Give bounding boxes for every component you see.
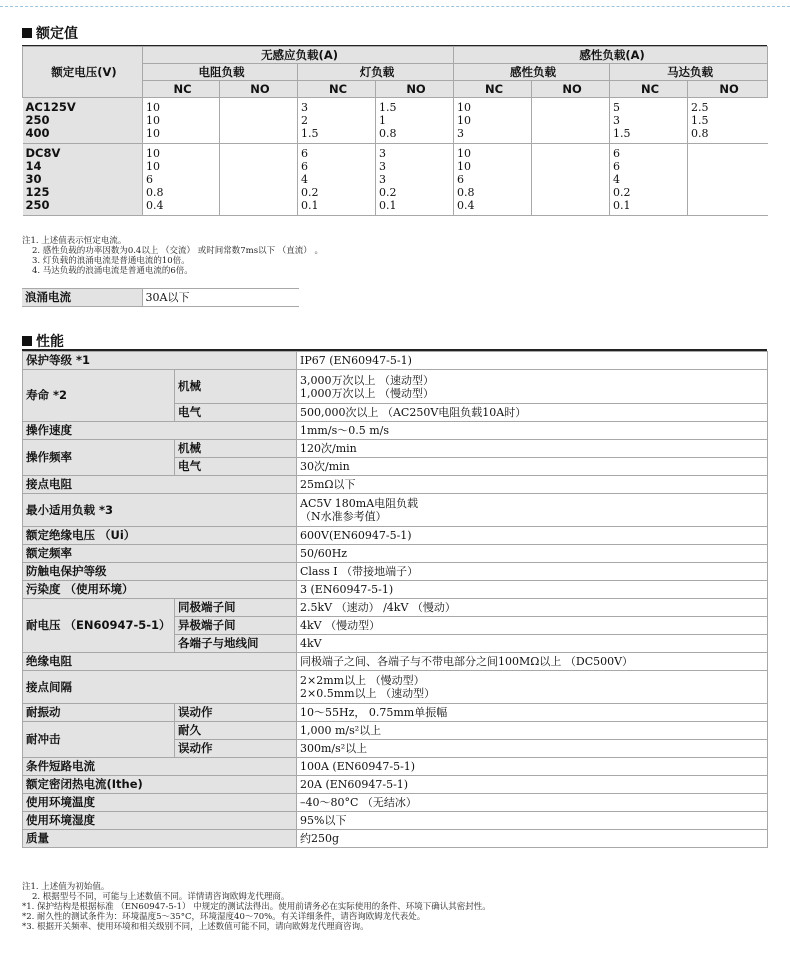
impact-mal-label: 误动作 [175, 740, 297, 758]
speed-label: 操作速度 [23, 422, 297, 440]
protection-value: IP67 (EN60947-5-1) [297, 352, 768, 370]
rated-voltage-cell: 400 [23, 127, 143, 144]
ins-volt-value: 600V(EN60947-5-1) [297, 527, 768, 545]
rated-row [23, 144, 768, 161]
rated-value-cell [220, 160, 298, 173]
rated-row [23, 127, 768, 144]
ws-diff-label: 异极端子间 [175, 617, 297, 635]
rated-value-cell: 3 [454, 127, 532, 144]
rated-value-cell [532, 98, 610, 115]
rated-row [23, 114, 768, 127]
rated-value-cell [220, 199, 298, 216]
vib-label: 耐振动 [23, 704, 175, 722]
rated-value-cell [688, 199, 768, 216]
rated-value-cell: 1.5 [376, 98, 454, 115]
header-nc: NC [610, 81, 688, 98]
square-bullet-icon [22, 336, 32, 346]
freq-mech-value: 120次/min [297, 440, 768, 458]
rated-value-cell [220, 127, 298, 144]
rated-value-cell [220, 98, 298, 115]
rated-value-cell [688, 160, 768, 173]
header-rated-voltage: 额定电压(V) [23, 47, 143, 98]
ws-ground-label: 各端子与地线间 [175, 635, 297, 653]
rated-value-cell: 0.2 [376, 186, 454, 199]
note-line: *1. 保护结构是根据标准 （EN60947-5-1） 中规定的测试法得出。使用前请务必在实际使用的条件、环境下确认其密封性。 [22, 902, 491, 912]
rated-table [22, 46, 768, 216]
freq-mech-label: 机械 [175, 440, 297, 458]
rated-value-cell: 3 [376, 173, 454, 186]
rated-value-cell: 6 [610, 144, 688, 161]
perf-table [22, 351, 768, 848]
rated-voltage-cell: AC125V [23, 98, 143, 115]
rated-value-cell: 1 [376, 114, 454, 127]
rated-row [23, 186, 768, 199]
rated-value-cell [688, 186, 768, 199]
ws-same-label: 同极端子间 [175, 599, 297, 617]
gap-label: 接点间隔 [23, 671, 297, 704]
rated-value-cell: 3 [610, 114, 688, 127]
short-label: 条件短路电流 [23, 758, 297, 776]
contact-res-value: 25mΩ以下 [297, 476, 768, 494]
rated-freq-label: 额定频率 [23, 545, 297, 563]
rated-value-cell: 10 [143, 114, 220, 127]
impact-label: 耐冲击 [23, 722, 175, 758]
rated-value-cell [688, 144, 768, 161]
rated-value-cell: 5 [610, 98, 688, 115]
thermal-value: 20A (EN60947-5-1) [297, 776, 768, 794]
gap-value: 2×2mm以上 （慢动型） 2×0.5mm以上 （速动型） [297, 671, 768, 704]
surge-label: 浪涌电流 [22, 289, 142, 307]
note-line: *2. 耐久性的测试条件为：环境温度5～35°C，环境湿度40～70%。有关详细条件，请咨询欧姆龙代表处。 [22, 912, 426, 922]
rated-value-cell: 4 [610, 173, 688, 186]
header-no: NO [220, 81, 298, 98]
shock-prot-value: Class I （带接地端子） [297, 563, 768, 581]
rated-voltage-cell: 125 [23, 186, 143, 199]
rated-value-cell: 3 [376, 160, 454, 173]
temp-label: 使用环境温度 [23, 794, 297, 812]
rated-value-cell [220, 144, 298, 161]
ac-rows [23, 98, 768, 144]
rated-voltage-cell: 250 [23, 114, 143, 127]
rated-voltage-cell: 250 [23, 199, 143, 216]
humid-value: 95%以下 [297, 812, 768, 830]
rated-value-cell [220, 186, 298, 199]
rated-value-cell [532, 160, 610, 173]
rated-value-cell [532, 144, 610, 161]
impact-mal-value: 300m/s²以上 [297, 740, 768, 758]
rated-row [23, 160, 768, 173]
header-inductive-load: 感性负载 [454, 64, 610, 81]
header-no: NO [688, 81, 768, 98]
rated-value-cell: 2.5 [688, 98, 768, 115]
note-line: 2. 根据型号不同，可能与上述数值不同。详情请咨询欧姆龙代理商。 [32, 892, 290, 902]
min-load-label: 最小适用负载 *3 [23, 494, 297, 527]
perf-section-title: 性能 [22, 331, 64, 351]
rated-freq-value: 50/60Hz [297, 545, 768, 563]
rated-voltage-cell: 14 [23, 160, 143, 173]
contact-res-label: 接点电阻 [23, 476, 297, 494]
rated-value-cell: 0.1 [376, 199, 454, 216]
rated-section-title: 额定值 [22, 23, 78, 43]
rated-value-cell: 0.1 [298, 199, 376, 216]
ws-ground-value: 4kV [297, 635, 768, 653]
perf-notes [22, 882, 491, 932]
rated-value-cell: 6 [298, 144, 376, 161]
rated-voltage-cell: 30 [23, 173, 143, 186]
header-noninductive: 无感应负载(A) [143, 47, 454, 64]
pollution-label: 污染度 （使用环境） [23, 581, 297, 599]
surge-table [22, 288, 299, 307]
rated-value-cell: 3 [298, 98, 376, 115]
rated-row [23, 98, 768, 115]
pollution-value: 3 (EN60947-5-1) [297, 581, 768, 599]
rated-value-cell: 10 [143, 127, 220, 144]
rated-value-cell [532, 186, 610, 199]
rated-row [23, 199, 768, 216]
life-elec-value: 500,000次以上 （AC250V电阻负载10A时） [297, 404, 768, 422]
note-line: 2. 感性负载的功率因数为0.4以上 （交流） 或时间常数7ms以下 （直流） 。 [32, 246, 323, 256]
rated-value-cell: 2 [298, 114, 376, 127]
life-mech-label: 机械 [175, 370, 297, 404]
header-inductive: 感性负载(A) [454, 47, 768, 64]
note-line: 4. 马达负载的浪涌电流是普通电流的6倍。 [32, 266, 193, 276]
square-bullet-icon [22, 28, 32, 38]
thermal-label: 额定密闭热电流(Ithe) [23, 776, 297, 794]
temp-value: –40～80°C （无结冰） [297, 794, 768, 812]
impact-dur-value: 1,000 m/s²以上 [297, 722, 768, 740]
mass-value: 约250g [297, 830, 768, 848]
rated-value-cell: 0.1 [610, 199, 688, 216]
header-no: NO [532, 81, 610, 98]
rated-value-cell: 3 [376, 144, 454, 161]
rated-value-cell [532, 114, 610, 127]
min-load-value: AC5V 180mA电阻负载 （N水准参考值） [297, 494, 768, 527]
ins-volt-label: 额定绝缘电压 （Ui） [23, 527, 297, 545]
rated-value-cell [532, 173, 610, 186]
freq-elec-label: 电气 [175, 458, 297, 476]
rated-value-cell [532, 199, 610, 216]
header-nc: NC [143, 81, 220, 98]
rated-value-cell: 1.5 [610, 127, 688, 144]
rated-value-cell: 10 [143, 144, 220, 161]
rated-value-cell [220, 173, 298, 186]
rated-value-cell: 10 [454, 144, 532, 161]
ins-res-value: 同极端子之间、各端子与不带电部分之间100MΩ以上 （DC500V） [297, 653, 768, 671]
rated-value-cell: 0.4 [143, 199, 220, 216]
rated-value-cell: 10 [143, 98, 220, 115]
header-nc: NC [454, 81, 532, 98]
vib-value: 10～55Hz， 0.75mm单振幅 [297, 704, 768, 722]
rated-value-cell: 0.8 [688, 127, 768, 144]
rated-voltage-cell: DC8V [23, 144, 143, 161]
speed-value: 1mm/s～0.5 m/s [297, 422, 768, 440]
rated-value-cell: 1.5 [688, 114, 768, 127]
shock-prot-label: 防触电保护等级 [23, 563, 297, 581]
top-divider [0, 6, 790, 7]
rated-value-cell [532, 127, 610, 144]
life-elec-label: 电气 [175, 404, 297, 422]
rated-value-cell [688, 173, 768, 186]
rated-value-cell: 6 [610, 160, 688, 173]
rated-value-cell: 0.2 [610, 186, 688, 199]
rated-value-cell: 6 [143, 173, 220, 186]
mass-label: 质量 [23, 830, 297, 848]
header-no: NO [376, 81, 454, 98]
withstand-label: 耐电压 （EN60947-5-1） [23, 599, 175, 653]
rated-value-cell: 4 [298, 173, 376, 186]
freq-label: 操作频率 [23, 440, 175, 476]
rated-value-cell: 10 [454, 160, 532, 173]
rated-value-cell: 10 [454, 114, 532, 127]
life-mech-value: 3,000万次以上 （速动型） 1,000万次以上 （慢动型） [297, 370, 768, 404]
rated-row [23, 173, 768, 186]
freq-elec-value: 30次/min [297, 458, 768, 476]
header-lamp: 灯负载 [298, 64, 454, 81]
rated-value-cell [220, 114, 298, 127]
ins-res-label: 绝缘电阻 [23, 653, 297, 671]
dc-rows [23, 144, 768, 216]
rated-value-cell: 10 [454, 98, 532, 115]
note-line: 注1. 上述值表示恒定电流。 [22, 236, 127, 246]
humid-label: 使用环境湿度 [23, 812, 297, 830]
ws-same-value: 2.5kV （速动） /4kV （慢动） [297, 599, 768, 617]
rated-value-cell: 10 [143, 160, 220, 173]
note-line: 注1. 上述值为初始值。 [22, 882, 110, 892]
header-motor: 马达负载 [610, 64, 768, 81]
rated-notes [22, 236, 323, 276]
rated-value-cell: 6 [454, 173, 532, 186]
header-resistive: 电阻负载 [143, 64, 298, 81]
note-line: *3. 根据开关频率、使用环境和相关级别不同，上述数值可能不同，请向欧姆龙代理商咨询。 [22, 922, 369, 932]
rated-value-cell: 0.8 [143, 186, 220, 199]
rated-value-cell: 1.5 [298, 127, 376, 144]
impact-dur-label: 耐久 [175, 722, 297, 740]
rated-value-cell: 0.4 [454, 199, 532, 216]
rated-value-cell: 0.8 [376, 127, 454, 144]
life-label: 寿命 *2 [23, 370, 175, 422]
short-value: 100A (EN60947-5-1) [297, 758, 768, 776]
rated-value-cell: 0.8 [454, 186, 532, 199]
rated-value-cell: 6 [298, 160, 376, 173]
ws-diff-value: 4kV （慢动型） [297, 617, 768, 635]
protection-label: 保护等级 *1 [23, 352, 297, 370]
note-line: 3. 灯负载的浪涌电流是普通电流的10倍。 [32, 256, 190, 266]
surge-value: 30A以下 [142, 289, 299, 307]
header-nc: NC [298, 81, 376, 98]
vib-sub-label: 误动作 [175, 704, 297, 722]
rated-value-cell: 0.2 [298, 186, 376, 199]
